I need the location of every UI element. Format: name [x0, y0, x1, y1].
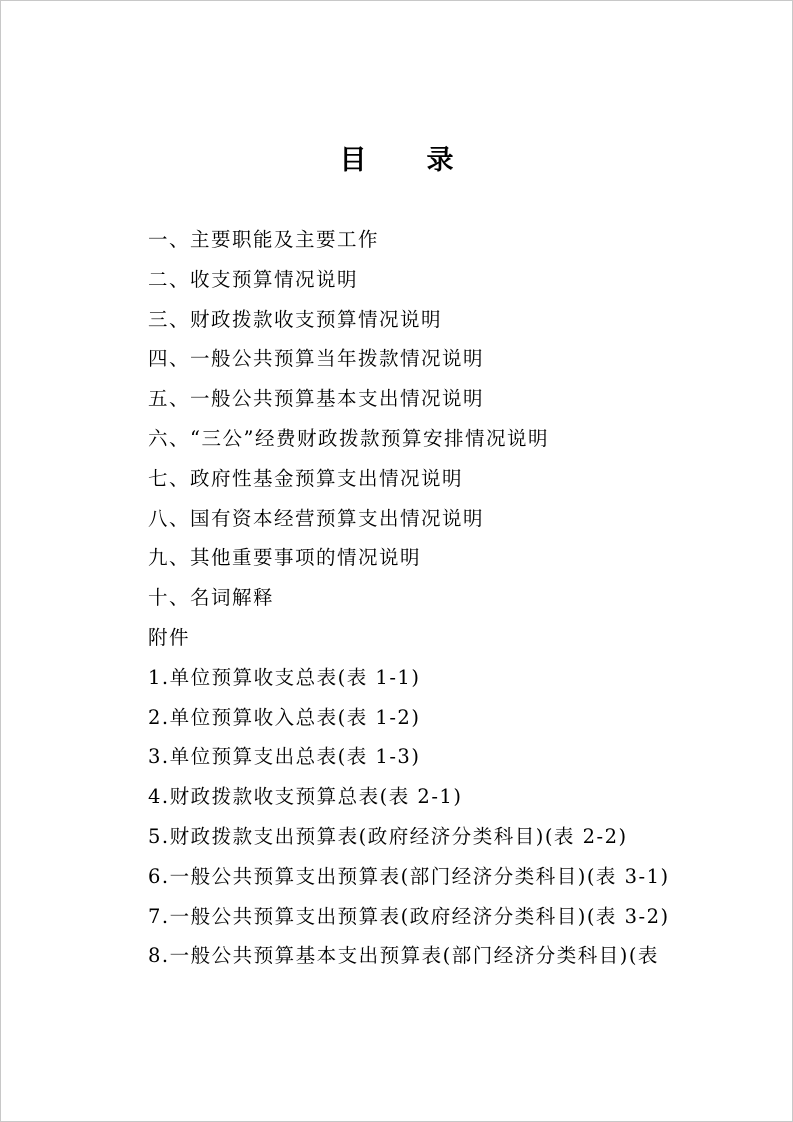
page-title: 目录: [339, 145, 514, 176]
toc-item: 二、收支预算情况说明: [148, 267, 359, 291]
attachment-item: 7.一般公共预算支出预算表(政府经济分类科目)(表 3-2): [148, 904, 670, 928]
attachment-item: 5.财政拨款支出预算表(政府经济分类科目)(表 2-2): [148, 824, 628, 848]
attachment-item: 4.财政拨款收支预算总表(表 2-1): [148, 785, 463, 809]
table-of-contents: [148, 220, 670, 976]
toc-item: 八、国有资本经营预算支出情况说明: [148, 506, 485, 530]
toc-item: 六、“三公”经费财政拨款预算安排情况说明: [148, 426, 549, 450]
attachment-item: 3.单位预算支出总表(表 1-3): [148, 745, 421, 769]
toc-item: 九、其他重要事项的情况说明: [148, 546, 422, 570]
toc-item: 七、政府性基金预算支出情况说明: [148, 466, 464, 490]
attachment-item: 8.一般公共预算基本支出预算表(部门经济分类科目)(表: [148, 944, 659, 968]
attachment-item: 6.一般公共预算支出预算表(部门经济分类科目)(表 3-1): [148, 864, 670, 888]
toc-item: 四、一般公共预算当年拨款情况说明: [148, 347, 485, 371]
attachments-heading: 附件: [148, 625, 191, 649]
toc-item: 一、主要职能及主要工作: [148, 228, 380, 251]
toc-item: 十、名词解释: [148, 586, 275, 610]
toc-item: 五、一般公共预算基本支出情况说明: [148, 387, 485, 411]
attachment-item: 2.单位预算收入总表(表 1-2): [148, 705, 421, 729]
toc-item: 三、财政拨款收支预算情况说明: [148, 307, 443, 331]
attachment-item: 1.单位预算收支总表(表 1-1): [148, 665, 421, 689]
